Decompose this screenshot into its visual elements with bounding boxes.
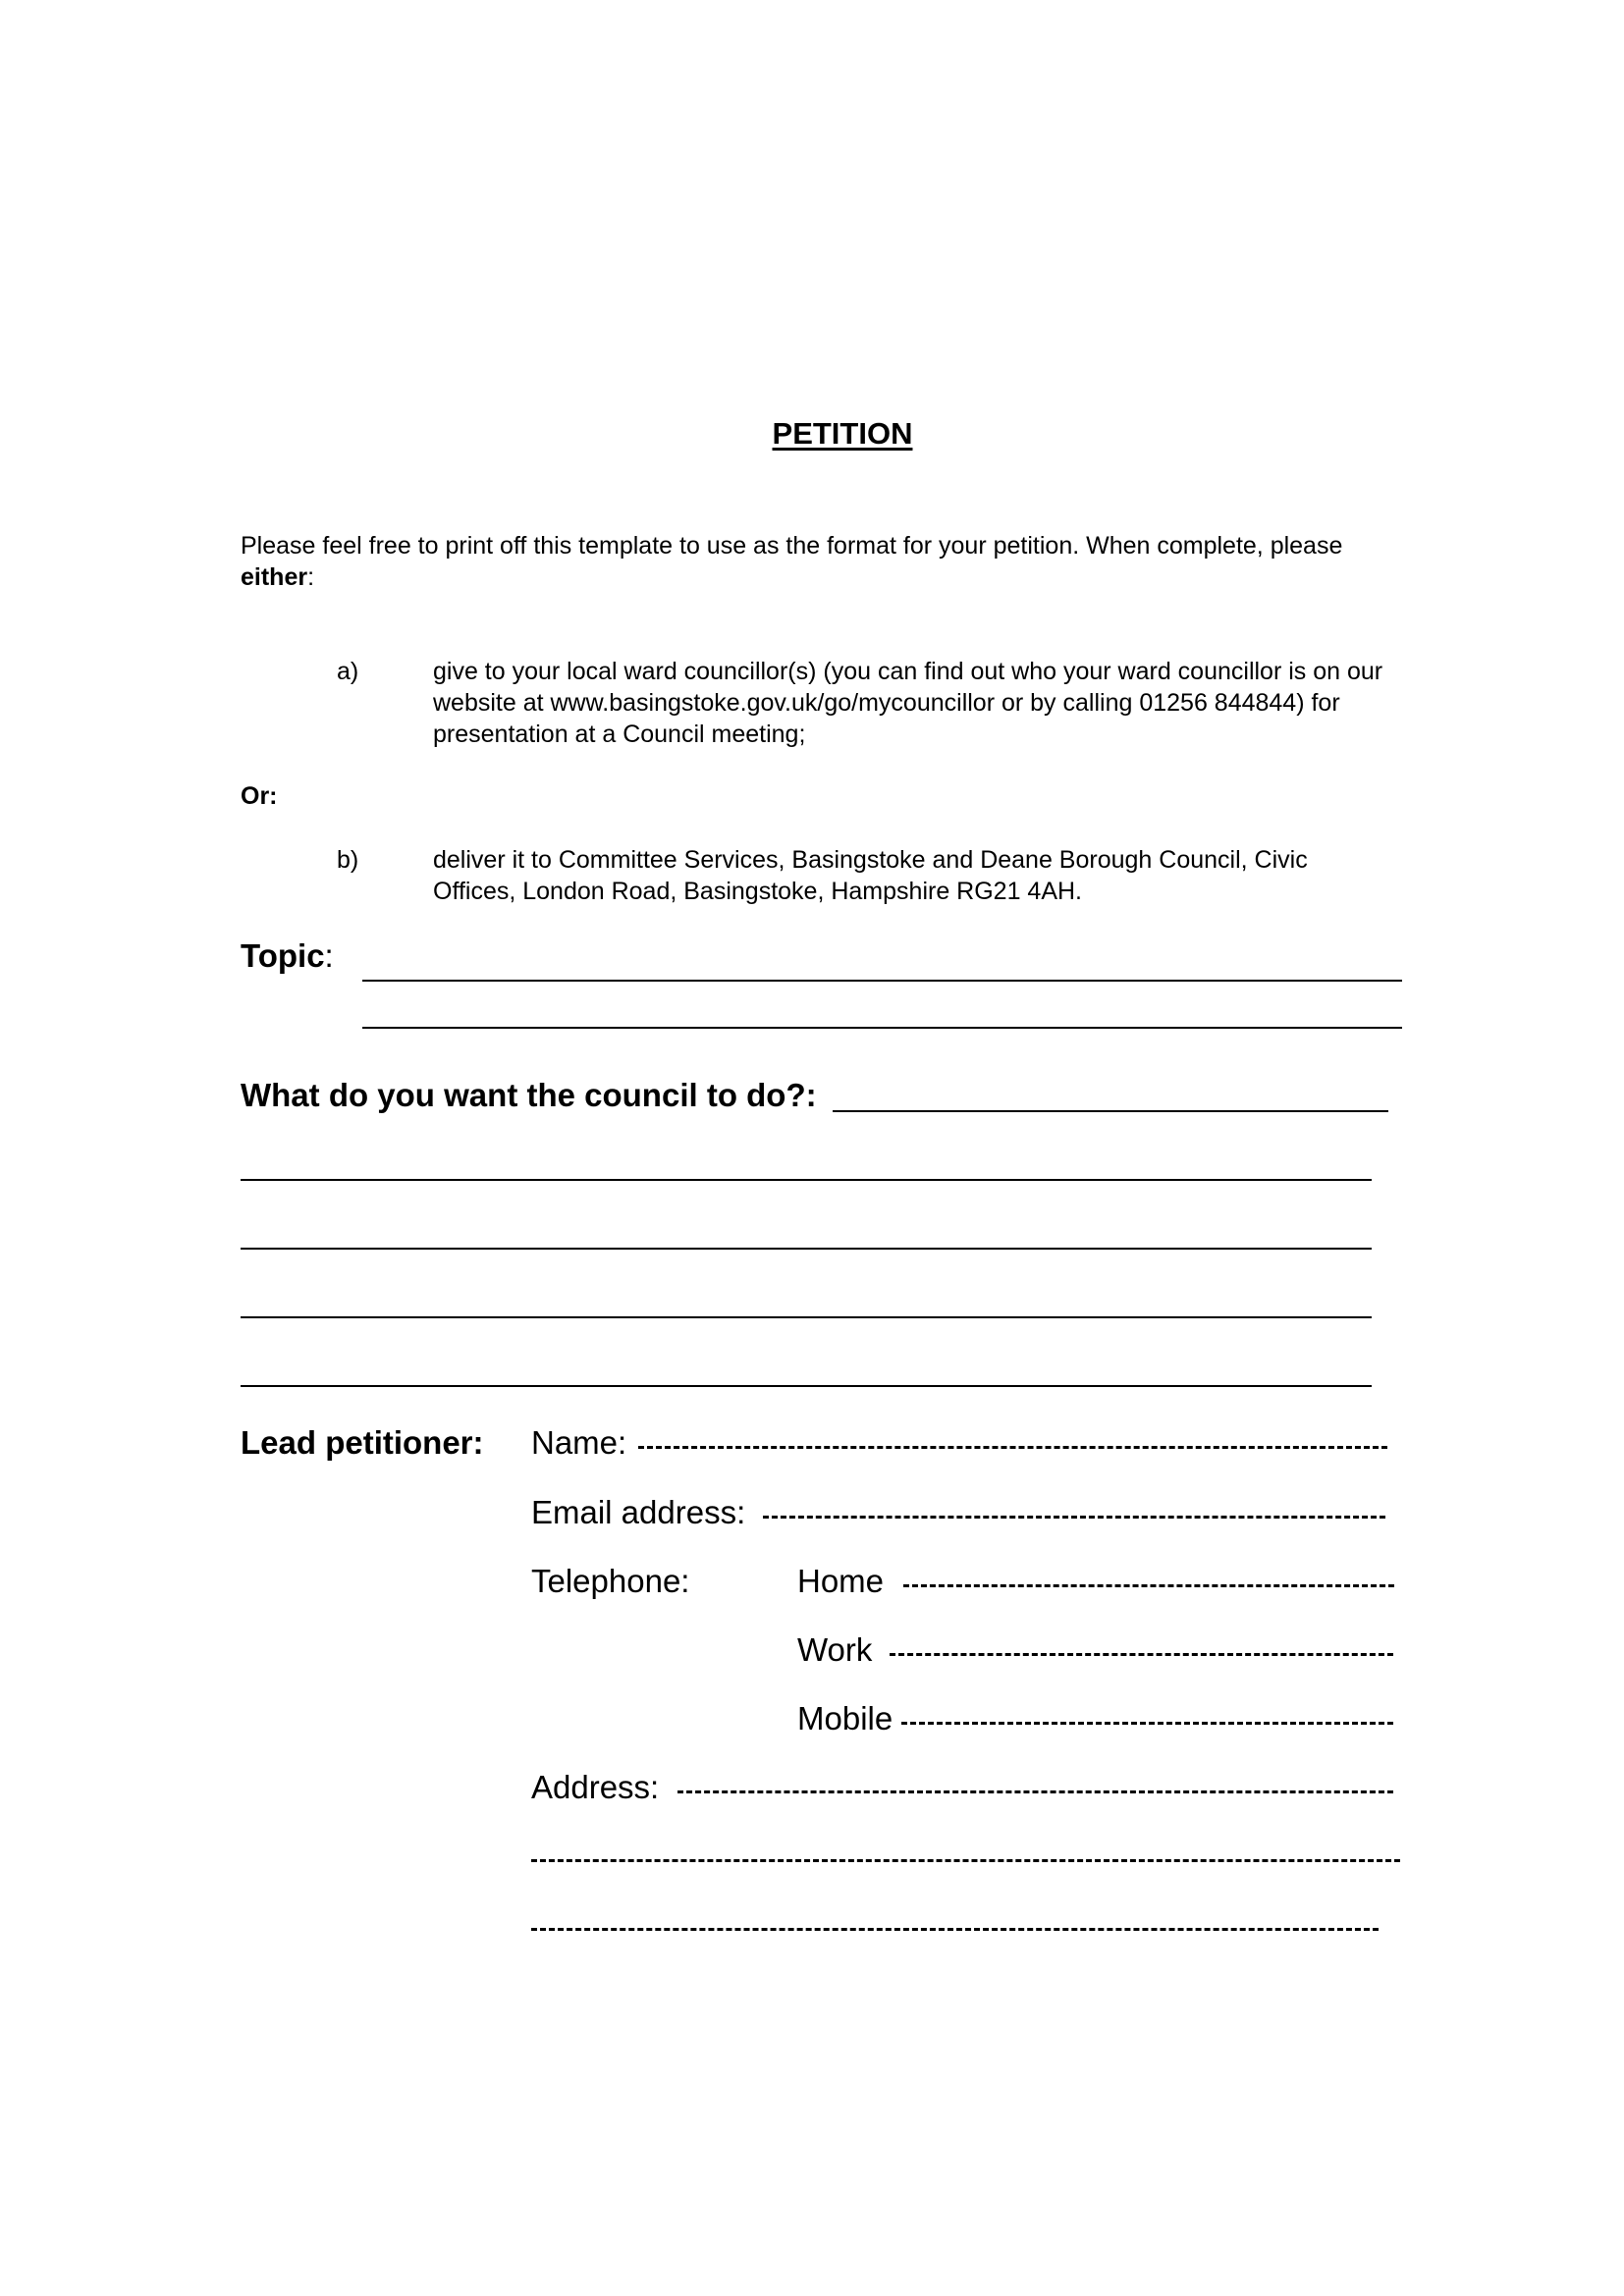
email-label: Email address:: [531, 1494, 746, 1530]
topic-line-2[interactable]: [362, 1027, 1402, 1029]
email-field[interactable]: [763, 1516, 1385, 1519]
intro-text-end: :: [307, 563, 315, 591]
name-field[interactable]: [638, 1446, 1387, 1449]
option-b-label: b): [337, 846, 359, 874]
lead-petitioner-label: Lead petitioner:: [241, 1424, 484, 1461]
topic-line-1[interactable]: [362, 980, 1402, 982]
home-phone-field[interactable]: [903, 1584, 1394, 1587]
mobile-phone-field[interactable]: [901, 1722, 1393, 1725]
intro-text: Please feel free to print off this template to use as the format for your petition. When complete, please: [241, 532, 1343, 560]
address-field-3[interactable]: [531, 1928, 1379, 1931]
address-label: Address:: [531, 1769, 660, 1805]
or-label: Or:: [241, 782, 278, 810]
request-label: What do you want the council to do?:: [241, 1077, 817, 1113]
topic-label: Topic:: [241, 937, 334, 974]
request-line-2[interactable]: [241, 1179, 1372, 1181]
intro-emphasis: either: [241, 563, 308, 591]
telephone-label: Telephone:: [531, 1563, 690, 1599]
page-title: PETITION: [772, 416, 913, 451]
mobile-phone-label: Mobile: [797, 1700, 893, 1736]
intro-paragraph: [241, 530, 1399, 593]
request-line-3[interactable]: [241, 1248, 1372, 1250]
request-line-1[interactable]: [833, 1110, 1388, 1112]
request-line-5[interactable]: [241, 1385, 1372, 1387]
request-line-4[interactable]: [241, 1316, 1372, 1318]
name-label: Name:: [531, 1424, 627, 1461]
option-b-text: deliver it to Committee Services, Basingstoke and Deane Borough Council, Civic Offices, London Road, Basingstoke, Hampshire RG21 4AH.: [433, 846, 1308, 905]
address-field-2[interactable]: [531, 1859, 1400, 1862]
home-phone-label: Home: [797, 1563, 885, 1599]
work-phone-field[interactable]: [890, 1653, 1393, 1656]
option-a-label: a): [337, 658, 359, 685]
address-field-1[interactable]: [677, 1790, 1393, 1793]
work-phone-label: Work: [797, 1631, 873, 1668]
option-a-text: give to your local ward councillor(s) (you can find out who your ward councillor is on our website at www.basingstoke.gov.uk/go/mycouncillor or by calling 01256 844844) for presentation at a Council meeting;: [433, 658, 1383, 748]
